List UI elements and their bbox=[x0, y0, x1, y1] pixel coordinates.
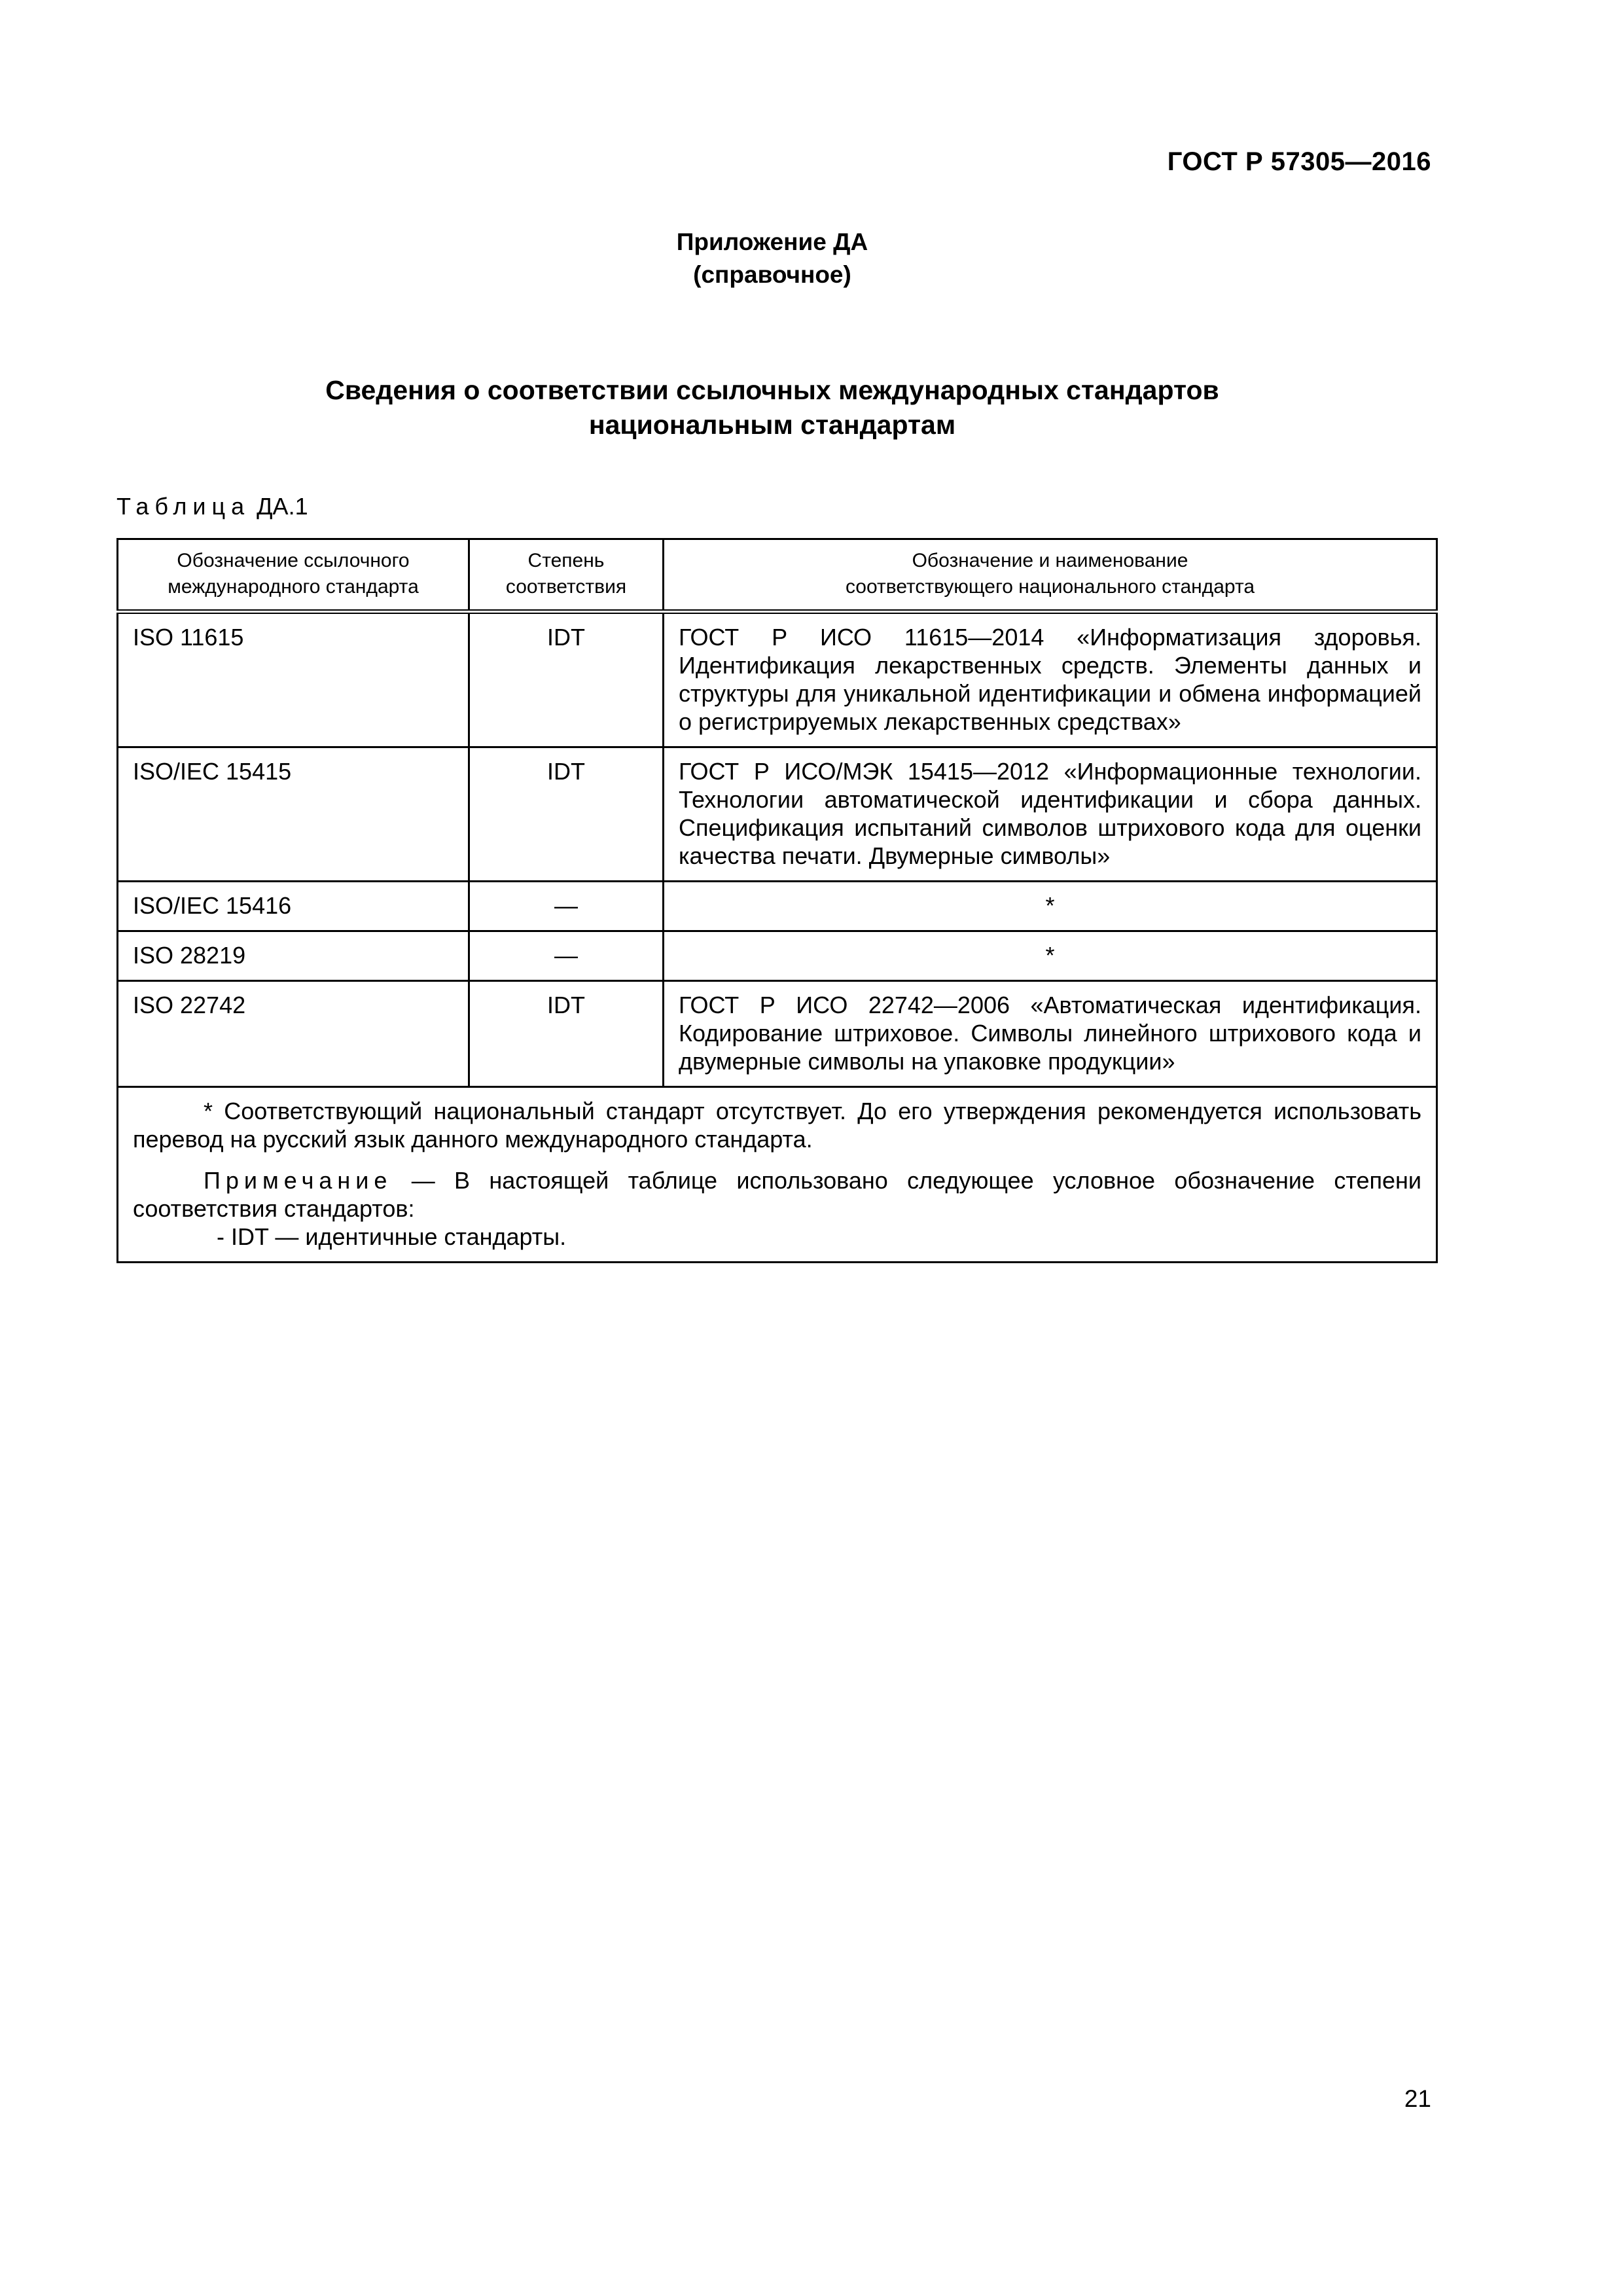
cell-designation: ISO 28219 bbox=[118, 931, 469, 981]
appendix-type: (справочное) bbox=[693, 261, 851, 288]
cell-national: ГОСТ Р ИСО 11615—2014 «Информатизация здоровья. Идентификация лекарственных средств. Элементы данных и структуры для уникальной идентификации и обмена информацией о регистрируемых лекарственных средствах» bbox=[664, 612, 1437, 747]
cell-designation: ISO/IEC 15415 bbox=[118, 747, 469, 882]
cell-degree: IDT bbox=[469, 981, 664, 1087]
table-footnote: * Соответствующий национальный стандарт отсутствует. До его утверждения рекомендуется использовать перевод на русский язык данного международного стандарта. bbox=[133, 1098, 1421, 1153]
document-code: ГОСТ Р 57305—2016 bbox=[1167, 147, 1431, 176]
table-label bbox=[116, 493, 308, 520]
table-row bbox=[118, 882, 1437, 931]
header-designation bbox=[118, 539, 469, 612]
cell-national: * bbox=[664, 882, 1437, 931]
cell-degree: — bbox=[469, 931, 664, 981]
table-footer-row bbox=[118, 1087, 1437, 1263]
note-item: - IDT — идентичные стандарты. bbox=[217, 1223, 567, 1250]
table-row bbox=[118, 931, 1437, 981]
header-degree bbox=[469, 539, 664, 612]
table-row bbox=[118, 981, 1437, 1087]
cell-national: ГОСТ Р ИСО/МЭК 15415—2012 «Информационные технологии. Технологии автоматической идентификации и сбора данных. Спецификация испытаний символов штрихового кода для оценки качества печати. Двумерные символы» bbox=[664, 747, 1437, 882]
header-designation-line-2: международного стандарта bbox=[168, 576, 419, 598]
standards-table bbox=[116, 538, 1438, 1263]
section-title-line-1: Сведения о соответствии ссылочных международных стандартов bbox=[325, 375, 1219, 405]
header-degree-line-1: Степень bbox=[527, 550, 605, 571]
section-title bbox=[0, 373, 1544, 442]
cell-designation: ISO 22742 bbox=[118, 981, 469, 1087]
cell-degree: IDT bbox=[469, 747, 664, 882]
cell-degree: IDT bbox=[469, 612, 664, 747]
appendix-heading bbox=[0, 226, 1544, 291]
page-number: 21 bbox=[1404, 2085, 1431, 2112]
table-header-row bbox=[118, 539, 1437, 612]
table-note bbox=[133, 1166, 1421, 1223]
cell-degree: — bbox=[469, 882, 664, 931]
cell-designation: ISO/IEC 15416 bbox=[118, 882, 469, 931]
table-footer bbox=[118, 1087, 1437, 1263]
table-row bbox=[118, 612, 1437, 747]
table-label-number: ДА.1 bbox=[257, 493, 308, 520]
cell-national: * bbox=[664, 931, 1437, 981]
section-title-line-2: национальным стандартам bbox=[588, 410, 956, 440]
header-national-line-2: соответствующего национального стандарта bbox=[845, 576, 1255, 598]
header-degree-line-2: соответствия bbox=[505, 576, 627, 598]
appendix-title: Приложение ДА bbox=[676, 228, 868, 255]
header-national-line-1: Обозначение и наименование bbox=[912, 550, 1188, 571]
table-row bbox=[118, 747, 1437, 882]
note-text: — В настоящей таблице использовано следующее условное обозначение степени соответствия стандартов: bbox=[133, 1167, 1421, 1222]
note-label: Примечание bbox=[204, 1167, 393, 1194]
cell-designation: ISO 11615 bbox=[118, 612, 469, 747]
header-national bbox=[664, 539, 1437, 612]
cell-national: ГОСТ Р ИСО 22742—2006 «Автоматическая идентификация. Кодирование штриховое. Символы линейного штрихового кода и двумерные символы на упаковке продукции» bbox=[664, 981, 1437, 1087]
header-designation-line-1: Обозначение ссылочного bbox=[177, 550, 410, 571]
table-label-word: Таблица bbox=[116, 493, 251, 520]
